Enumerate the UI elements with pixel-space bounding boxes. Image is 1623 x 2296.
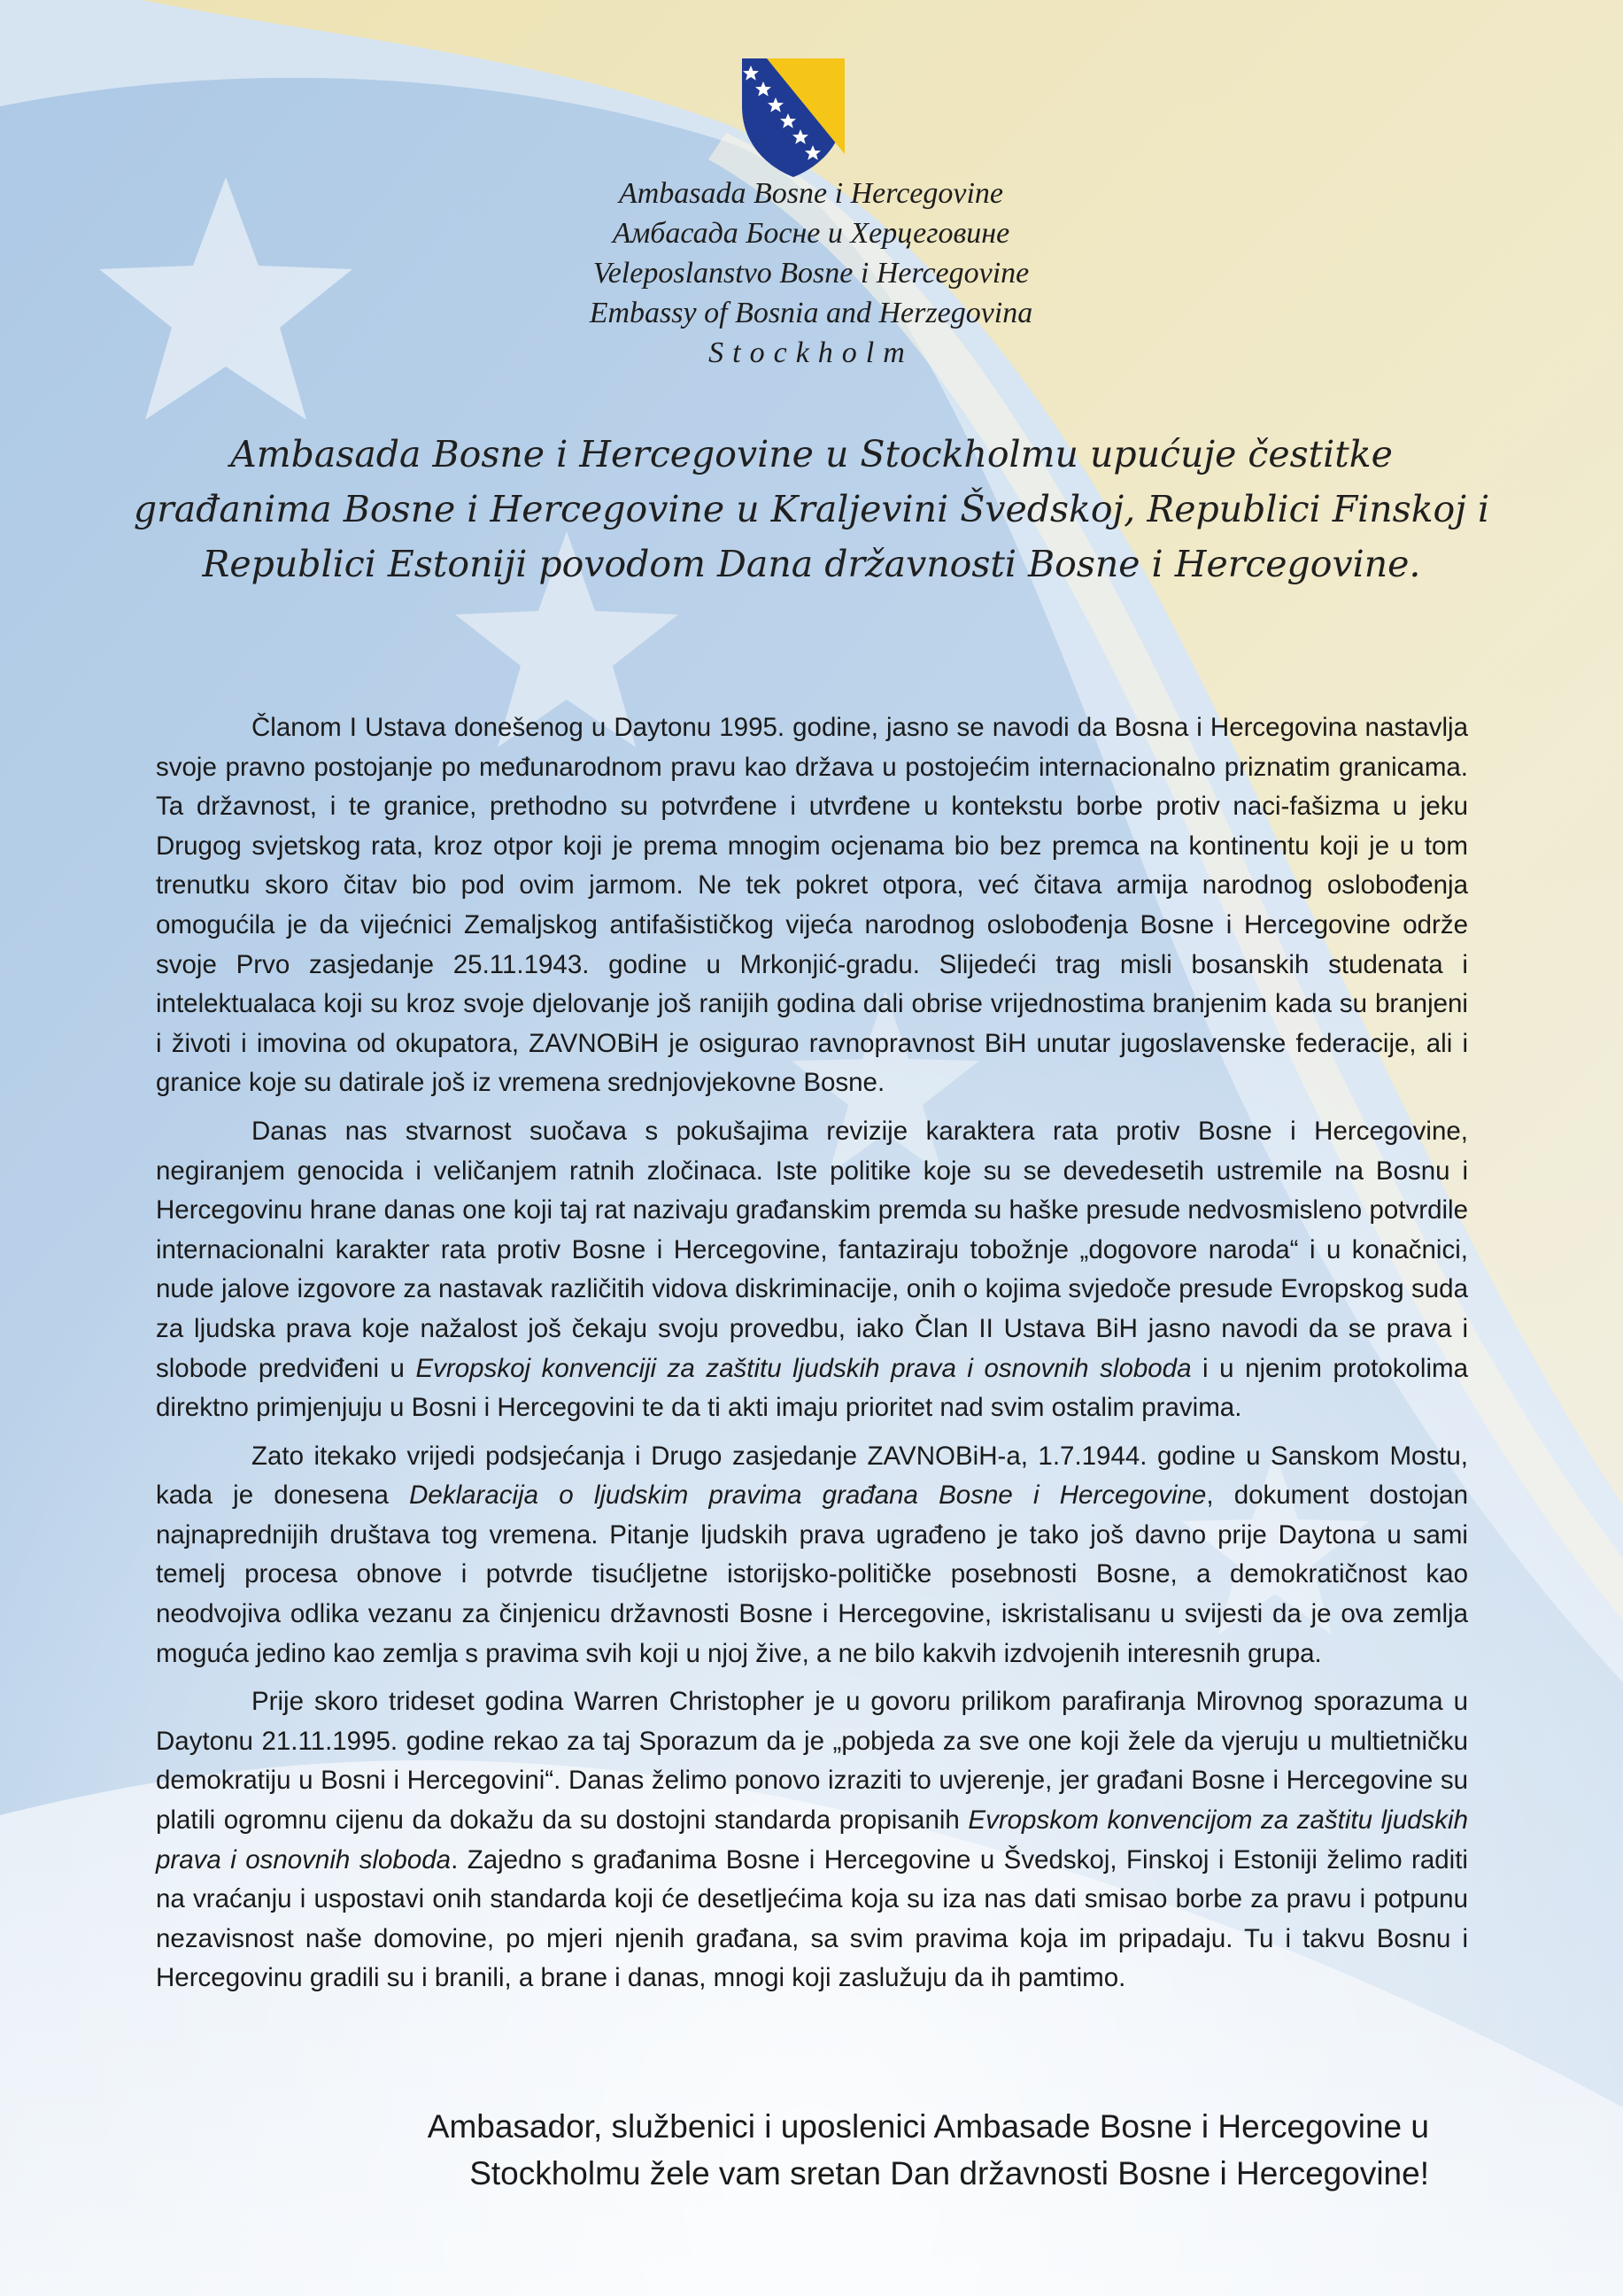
paragraph-4-emphasis: Evropskom konvencijom za zaštitu ljudskih prava i osnovnih sloboda bbox=[156, 1805, 1468, 1875]
page-title: Ambasada Bosne i Hercegovine u Stockholmu upućuje čestitke građanima Bosne i Hercegovine u Kraljevini Švedskoj, Republici Finskoj i Republici Estoniji povodom Dana državnosti Bosne i Hercegovine. bbox=[133, 433, 1490, 585]
letterhead-english: Embassy of Bosnia and Herzegovina bbox=[589, 297, 1033, 329]
letterhead bbox=[413, 174, 1210, 373]
paragraph-2-text-b: i u njenim protokolima direktno primjenjuju u Bosni i Hercegovini te da ti akti imaju prioritet nad svim ostalim pravima. bbox=[156, 1353, 1469, 1423]
closing-line-1: Ambasador, službenici i uposlenici Ambasade Bosne i Hercegovine u bbox=[427, 2108, 1429, 2145]
closing-greeting bbox=[266, 2103, 1429, 2197]
paragraph-4-text-a: Prije skoro trideset godina Warren Christopher je u govoru prilikom parafiranja Mirovnog sporazuma u Daytonu 21.11.1995. godine rekao za taj Sporazum da je „pobjeda za sve one koji žele da vjeruju u multietničku demokratiju u Bosni i Hercegovini“. Danas želimo ponovo izraziti to uvjerenje, jer građani Bosne i Hercegovine su platili ogromnu cijenu da dokažu da su dostojni standarda propisanih bbox=[156, 1687, 1468, 1836]
paragraph-3 bbox=[156, 1437, 1468, 1674]
paragraph-3-emphasis: Deklaracija o ljudskim pravima građana Bosne i Hercegovine bbox=[409, 1480, 1207, 1511]
paragraph-4 bbox=[156, 1682, 1468, 1998]
paragraph-1 bbox=[156, 708, 1468, 1103]
bih-coat-of-arms-icon bbox=[738, 55, 848, 181]
letter-body bbox=[156, 708, 1468, 2007]
paragraph-1-text: Članom I Ustava donešenog u Daytonu 1995. godine, jasno se navodi da Bosna i Hercegovina nastavlja svoje pravno postojanje po međunarodnom pravu kao država u postojećim internacionalno priznatim granicama. Ta državnost, i te granice, prethodno su potvrđene i utvrđene u kontekstu borbe protiv naci-fašizma u jeku Drugog svjetskog rata, kroz otpor koji je prema mnogim ocjenama bio bez premca na kontinentu koji je u tom trenutku skoro čitav bio pod ovim jarmom. Ne tek pokret otpora, već čitava armija narodnog oslobođenja omogućila je da vijećnici Zemaljskog antifašističkog vijeća narodnog oslobođenja Bosne i Hercegovine održe svoje Prvo zasjedanje 25.11.1943. godine u Mrkonjić-gradu. Slijedeći trag misli bosanskih studenata i intelektualaca koji su kroz svoje djelovanje još ranijih godina dali obrise vrijednostima branjenim kada su branjeni i životi i imovina od okupatora, ZAVNOBiH je osigurao ravnopravnost BiH unutar jugoslavenske federacije, ali i granice koje su datirale još iz vremena srednjovjekovne Bosne. bbox=[156, 713, 1468, 1098]
letterhead-bosnian: Ambasada Bosne i Hercegovine bbox=[618, 177, 1003, 210]
paragraph-3-text-b: , dokument dostojan najnaprednijih društava tog vremena. Pitanje ljudskih prava ugrađeno je tako još davno prije Daytona u sami temelj procesa obnove i potvrde tisućljetne istorijsko-političke posebnosti Bosne, a demokratičnost kao neodvojiva odlika vezanu za činjenicu državnosti Bosne i Hercegovine, iskristalisanu u svijesti da je ova zemlja moguća jedino kao zemlja s pravima svih koji u njoj žive, a ne bilo kakvih izdvojenih interesnih grupa. bbox=[156, 1480, 1468, 1668]
letterhead-croatian: Veleposlanstvo Bosne i Hercegovine bbox=[592, 257, 1030, 290]
letterhead-city: Stockholm bbox=[708, 336, 914, 369]
paragraph-2 bbox=[156, 1112, 1468, 1428]
letterhead-serbian: Амбасада Босне и Херцеговине bbox=[612, 217, 1010, 250]
paragraph-2-emphasis: Evropskoj konvenciji za zaštitu ljudskih prava i osnovnih sloboda bbox=[415, 1353, 1192, 1383]
paragraph-2-text-a: Danas nas stvarnost suočava s pokušajima revizije karaktera rata protiv Bosne i Hercegovine, negiranjem genocida i veličanjem ratnih zločinaca. Iste politike koje su se devedesetih ustremile na Bosnu i Hercegovinu hrane danas one koji taj rat nazivaju građanskim premda su haške presude nedvosmisleno potvrdile internacionalni karakter rata protiv Bosne i Hercegovine, fantaziraju tobožnje „dogovore naroda“ i u konačnici, nude jalove izgovore za nastavak različitih vidova diskriminacije, onih o kojima svjedoče presude Evropskog suda za ljudska prava koje nažalost još čekaju svoju provedbu, iako Član II Ustava BiH jasno navodi da se prava i slobode predviđeni u bbox=[156, 1116, 1468, 1383]
closing-line-2: Stockholmu žele vam sretan Dan državnosti Bosne i Hercegovine! bbox=[469, 2155, 1429, 2192]
paragraph-4-text-b: . Zajedno s građanima Bosne i Hercegovine u Švedskoj, Finskoj i Estoniji želimo raditi na vraćanju i uspostavi onih standarda koji će desetljećima koja su iza nas dati smisao borbe za pravu i potpunu nezavisnost naše domovine, po mjeri njenih građana, sa svim pravima koja im pripadaju. Tu i takvu Bosnu i Hercegovinu gradili su i branili, a brane i danas, mnogi koji zaslužuju da ih pamtimo. bbox=[156, 1844, 1468, 1993]
paragraph-3-text-a: Zato itekako vrijedi podsjećanja i Drugo zasjedanje ZAVNOBiH-a, 1.7.1944. godine u Sanskom Mostu, kada je donesena bbox=[156, 1441, 1468, 1511]
